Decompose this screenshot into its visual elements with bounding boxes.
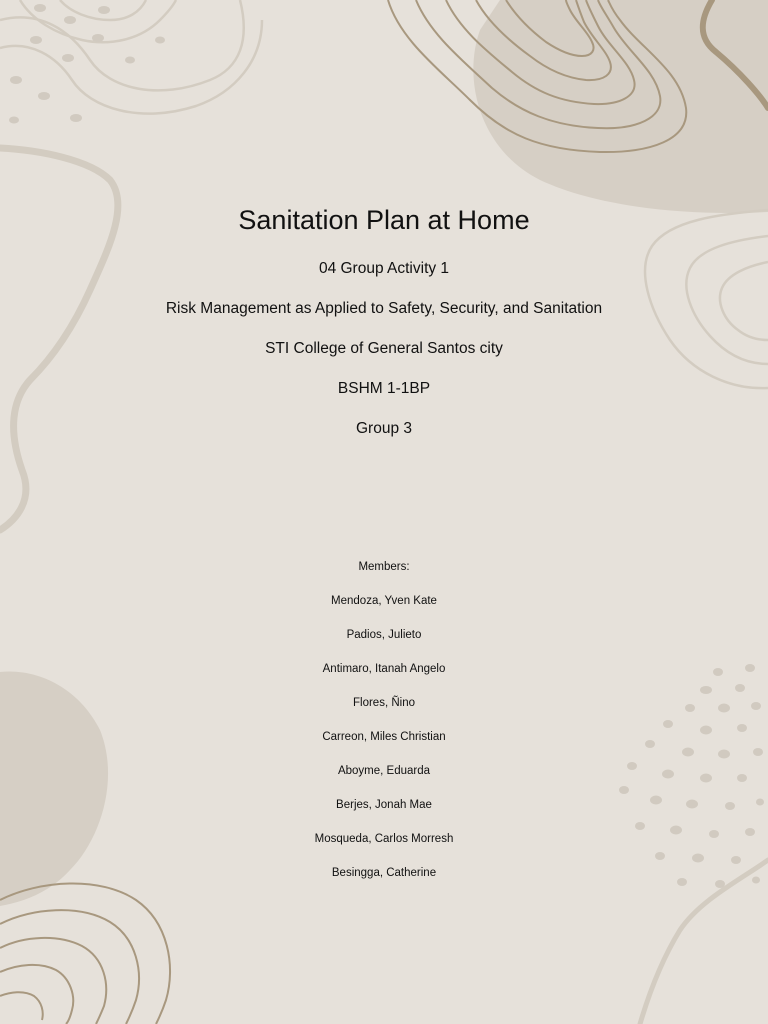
member-name: Padios, Julieto <box>346 629 422 641</box>
member-name: Carreon, Miles Christian <box>322 731 446 743</box>
member-name: Berjes, Jonah Mae <box>336 799 432 811</box>
school-name: STI College of General Santos city <box>265 340 503 357</box>
member-name: Flores, Ñino <box>353 697 415 709</box>
member-name: Mendoza, Yven Kate <box>331 595 437 607</box>
member-name: Aboyme, Eduarda <box>337 765 431 777</box>
activity-label: 04 Group Activity 1 <box>318 260 450 277</box>
group-label: Group 3 <box>355 420 412 437</box>
members-list <box>0 592 768 898</box>
member-name: Mosqueda, Carlos Morresh <box>314 833 454 845</box>
section-label: BSHM 1-1BP <box>337 380 431 397</box>
members-heading: Members: <box>358 561 410 573</box>
course-title: Risk Management as Applied to Safety, Security, and Sanitation <box>165 300 603 317</box>
document-title: Sanitation Plan at Home <box>238 205 530 235</box>
member-name: Besingga, Catherine <box>331 867 437 879</box>
member-name: Antimaro, Itanah Angelo <box>322 663 446 675</box>
